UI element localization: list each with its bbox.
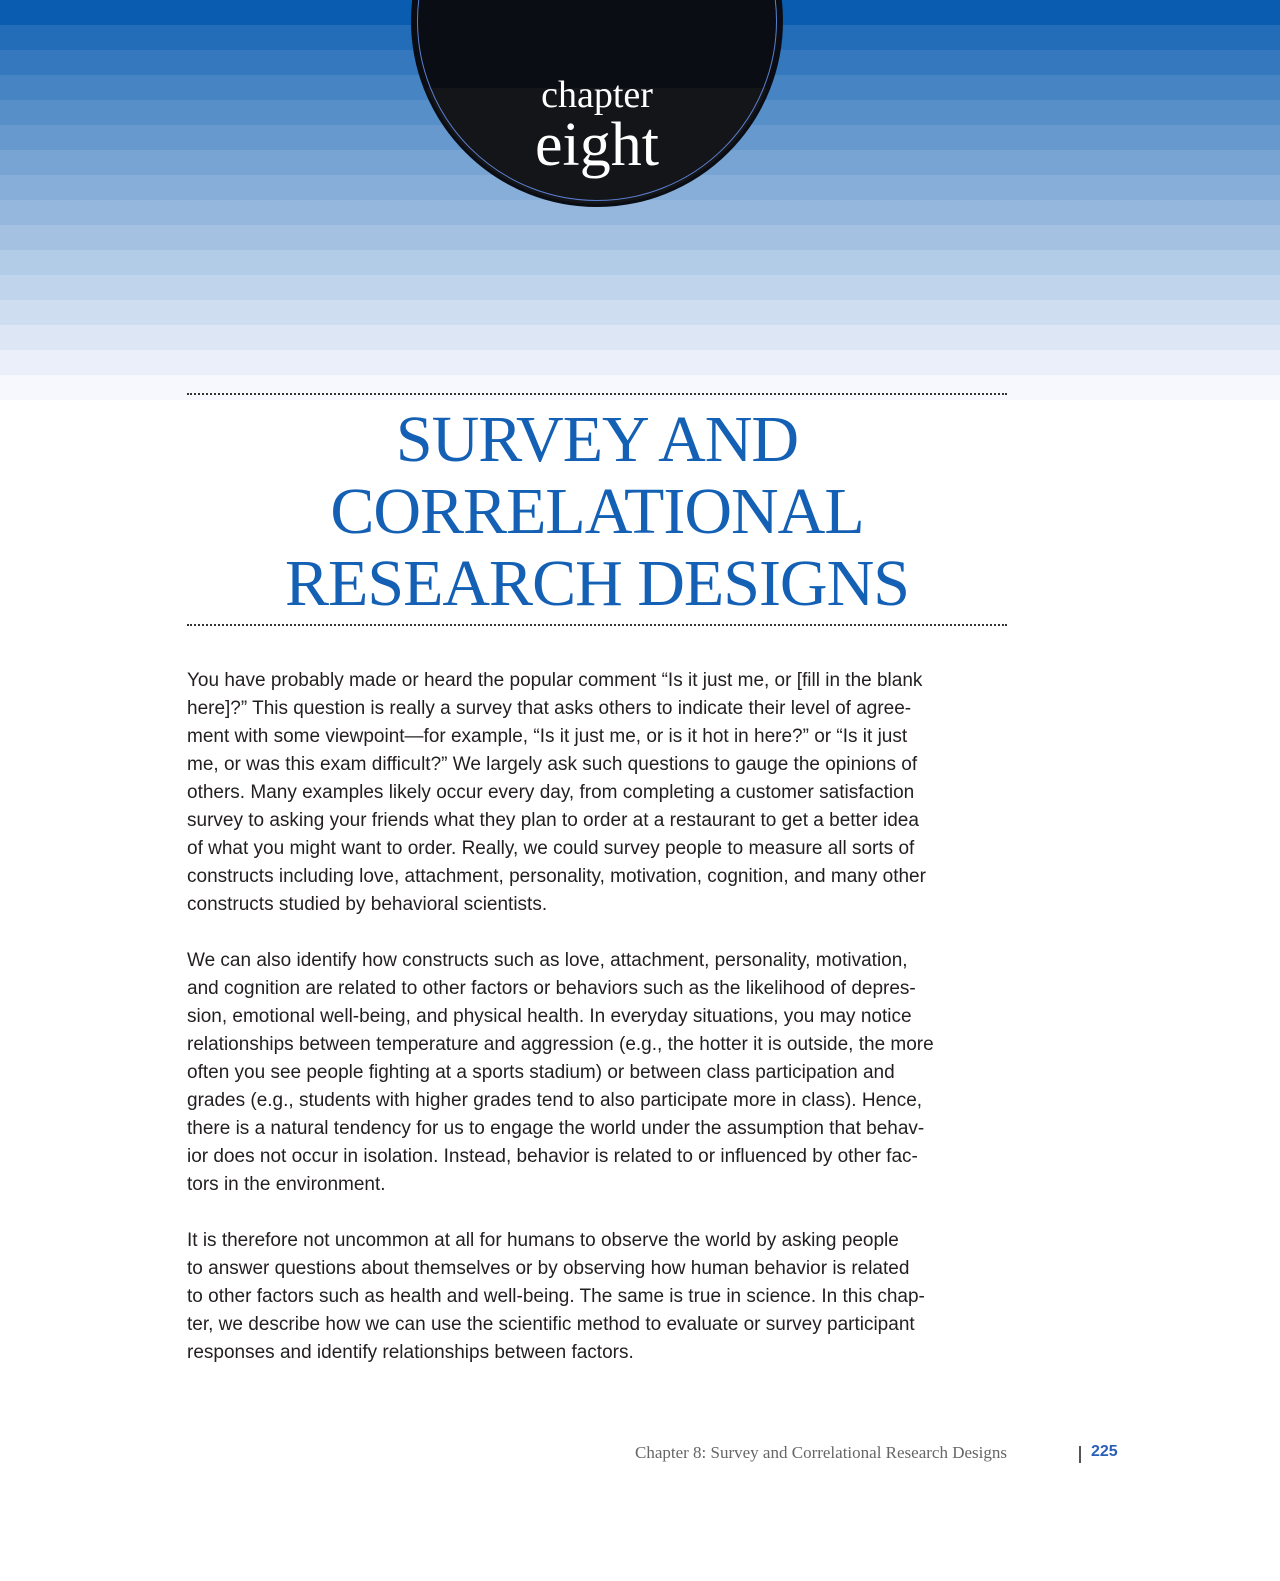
chapter-number: eight bbox=[535, 111, 659, 179]
text-line: ter, we describe how we can use the scientific method to evaluate or survey participant bbox=[187, 1314, 915, 1335]
gradient-band bbox=[0, 275, 1280, 300]
text-line: sion, emotional well-being, and physical health. In everyday situations, you may notice bbox=[187, 1006, 912, 1027]
text-line: tors in the environment. bbox=[187, 1174, 386, 1195]
chapter-badge bbox=[411, 0, 783, 207]
paragraph-1 bbox=[187, 667, 1027, 919]
footer-separator bbox=[1079, 1446, 1081, 1463]
text-line: grades (e.g., students with higher grades tend to also participate more in class). Hence, bbox=[187, 1090, 923, 1111]
chapter-title bbox=[187, 404, 1007, 620]
text-line: of what you might want to order. Really, we could survey people to measure all sorts of bbox=[187, 838, 915, 859]
text-line: constructs including love, attachment, personality, motivation, cognition, and many other bbox=[187, 866, 926, 887]
text-line: survey to asking your friends what they plan to order at a restaurant to get a better idea bbox=[187, 810, 919, 831]
text-line: constructs studied by behavioral scientists. bbox=[187, 894, 548, 915]
title-top-rule bbox=[187, 393, 1007, 395]
text-line: others. Many examples likely occur every day, from completing a customer satisfaction bbox=[187, 782, 915, 803]
gradient-band bbox=[0, 300, 1280, 325]
text-line: We can also identify how constructs such as love, attachment, personality, motivation, bbox=[187, 950, 908, 971]
text-line: often you see people fighting at a sports stadium) or between class participation and bbox=[187, 1062, 895, 1083]
text-line: ior does not occur in isolation. Instead, behavior is related to or influenced by other fac- bbox=[187, 1146, 918, 1167]
paragraph-3 bbox=[187, 1227, 1027, 1367]
text-line: It is therefore not uncommon at all for humans to observe the world by asking people bbox=[187, 1230, 899, 1251]
chapter-word: chapter bbox=[541, 74, 653, 116]
gradient-band bbox=[0, 325, 1280, 350]
title-bottom-rule bbox=[187, 624, 1007, 626]
text-line: relationships between temperature and aggression (e.g., the hotter it is outside, the more bbox=[187, 1034, 934, 1055]
text-line: here]?” This question is really a survey that asks others to indicate their level of agree- bbox=[187, 698, 912, 719]
gradient-band bbox=[0, 350, 1280, 375]
title-line: RESEARCH DESIGNS bbox=[285, 547, 909, 620]
page-number: 225 bbox=[1091, 1443, 1118, 1460]
gradient-band bbox=[0, 225, 1280, 250]
paragraph-2 bbox=[187, 947, 1027, 1199]
text-line: to answer questions about themselves or by observing how human behavior is related bbox=[187, 1258, 910, 1279]
text-line: ment with some viewpoint—for example, “Is it just me, or is it hot in here?” or “Is it just bbox=[187, 726, 908, 747]
running-head: Chapter 8: Survey and Correlational Research Designs bbox=[634, 1443, 1007, 1462]
title-line: SURVEY AND bbox=[395, 403, 799, 476]
title-line: CORRELATIONAL bbox=[330, 475, 864, 548]
text-line: to other factors such as health and well-being. The same is true in science. In this chap- bbox=[187, 1286, 925, 1307]
text-line: there is a natural tendency for us to engage the world under the assumption that behav- bbox=[187, 1118, 925, 1139]
text-line: responses and identify relationships between factors. bbox=[187, 1342, 634, 1363]
gradient-band bbox=[0, 250, 1280, 275]
text-line: me, or was this exam difficult?” We largely ask such questions to gauge the opinions of bbox=[187, 754, 918, 775]
text-line: and cognition are related to other factors or behaviors such as the likelihood of depres- bbox=[187, 978, 916, 999]
text-line: You have probably made or heard the popular comment “Is it just me, or [fill in the blank bbox=[187, 670, 923, 691]
gradient-band bbox=[0, 375, 1280, 400]
